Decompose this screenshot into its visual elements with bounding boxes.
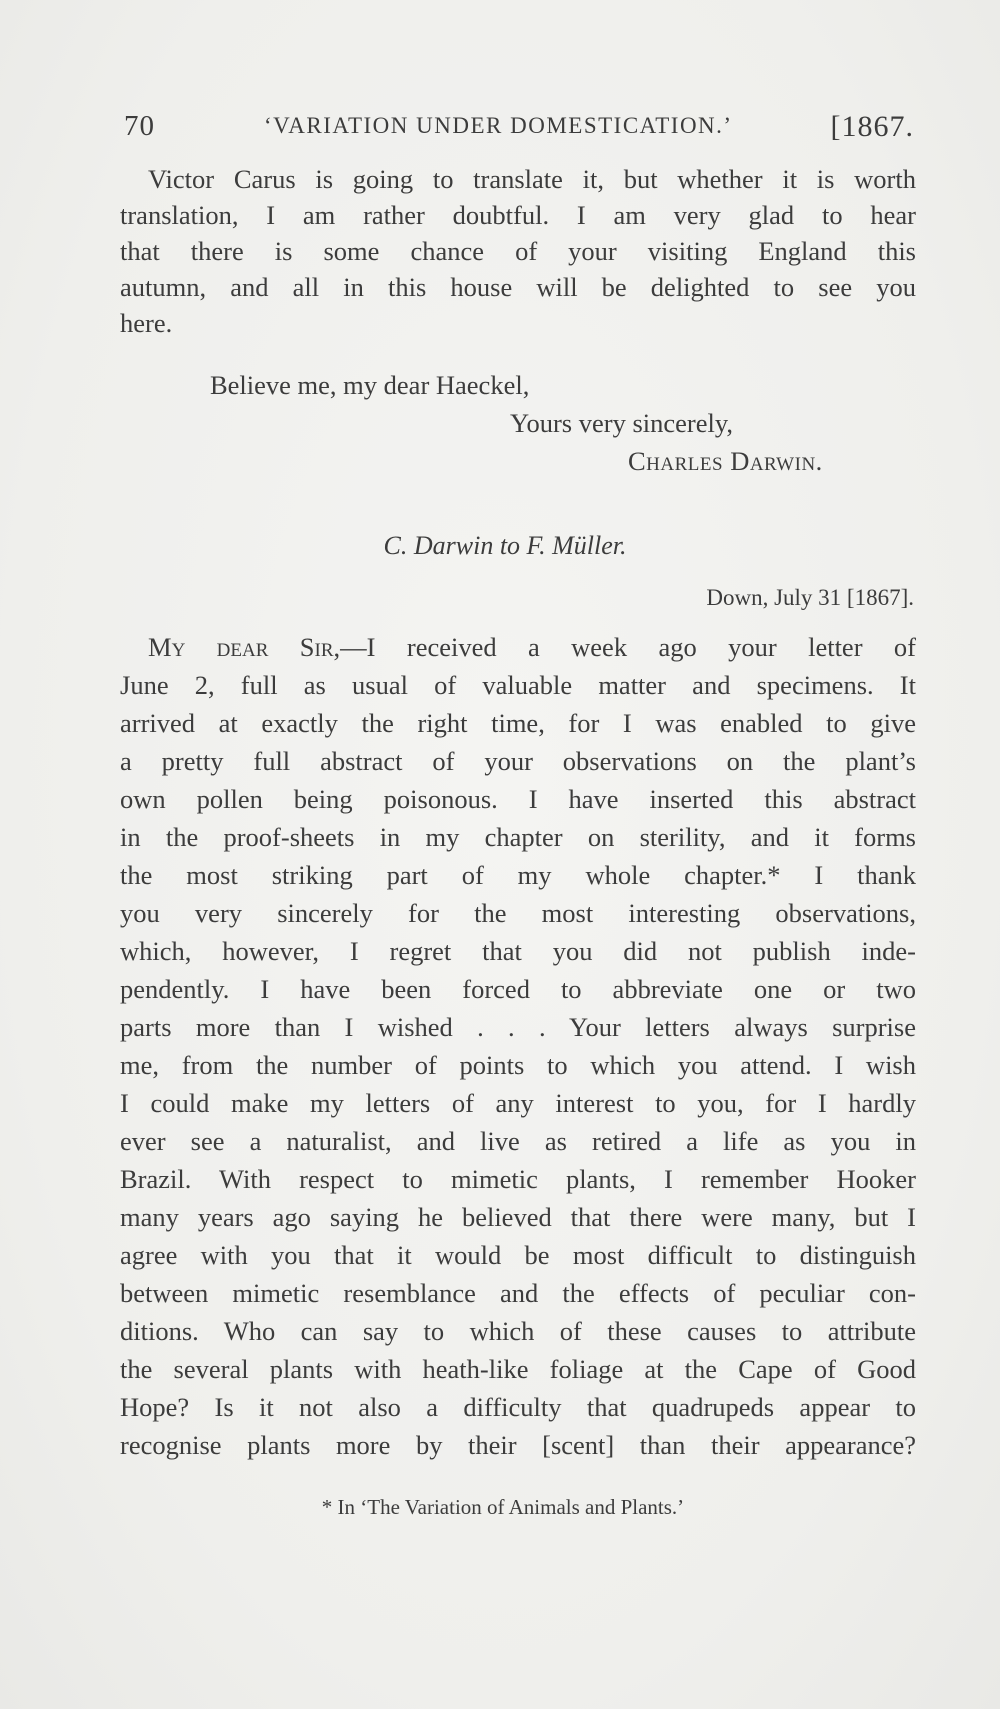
text-line: between mimetic resemblance and the effects of peculiar con- — [120, 1278, 916, 1308]
dateline: Down, July 31 [1867]. — [706, 585, 914, 610]
text-line: recognise plants more by their [scent] than their appearance? — [120, 1430, 916, 1460]
text-line: the several plants with heath-like foliage at the Cape of Good — [120, 1354, 916, 1384]
text-line: here. — [120, 308, 173, 338]
text-line: parts more than I wished . . . Your letters always surprise — [120, 1012, 916, 1042]
text-line: own pollen being poisonous. I have inserted this abstract — [120, 784, 916, 814]
text-line: I could make my letters of any interest to you, for I hardly — [120, 1088, 916, 1118]
letter-heading: C. Darwin to F. Müller. — [383, 531, 627, 560]
text-line: ever see a naturalist, and live as retired a life as you in — [120, 1126, 916, 1156]
text-line: arrived at exactly the right time, for I was enabled to give — [120, 708, 916, 738]
text-line: June 2, full as usual of valuable matter and specimens. It — [120, 670, 916, 700]
closing-valediction: Yours very sincerely, — [510, 408, 734, 438]
page-number: 70 — [124, 110, 155, 142]
page-header — [124, 110, 914, 150]
letter-opening: My dear Sir, — [148, 632, 341, 662]
text-line: which, however, I regret that you did not publish inde- — [120, 936, 916, 966]
text-line — [148, 628, 916, 666]
text-line: translation, I am rather doubtful. I am very glad to hear — [120, 200, 916, 230]
text-line: a pretty full abstract of your observations on the plant’s — [120, 746, 916, 776]
text-line: many years ago saying he believed that there were many, but I — [120, 1202, 916, 1232]
text-line: in the proof-sheets in my chapter on sterility, and it forms — [120, 822, 916, 852]
text-line: autumn, and all in this house will be delighted to see you — [120, 272, 916, 302]
text-line: pendently. I have been forced to abbreviate one or two — [120, 974, 916, 1004]
signature: Charles Darwin. — [628, 446, 823, 476]
text-line: you very sincerely for the most interesting observations, — [120, 898, 916, 928]
text-line: the most striking part of my whole chapter.* I thank — [120, 860, 916, 890]
footnote: * In ‘The Variation of Animals and Plants.’ — [321, 1495, 685, 1519]
closing-salutation: Believe me, my dear Haeckel, — [210, 370, 530, 400]
running-title: ‘VARIATION UNDER DOMESTICATION.’ — [264, 113, 733, 138]
text-line: agree with you that it would be most difficult to distinguish — [120, 1240, 916, 1270]
text-line: Hope? Is it not also a difficulty that quadrupeds appear to — [120, 1392, 916, 1422]
text-line: Victor Carus is going to translate it, but whether it is worth — [148, 164, 916, 194]
header-year: [1867. — [830, 110, 914, 143]
text-line: that there is some chance of your visiting England this — [120, 236, 916, 266]
text-line: ditions. Who can say to which of these causes to attribute — [120, 1316, 916, 1346]
text-line: Brazil. With respect to mimetic plants, I remember Hooker — [120, 1164, 916, 1194]
letter-opening-rest: —I received a week ago your letter of — [340, 632, 916, 662]
text-line: me, from the number of points to which you attend. I wish — [120, 1050, 916, 1080]
